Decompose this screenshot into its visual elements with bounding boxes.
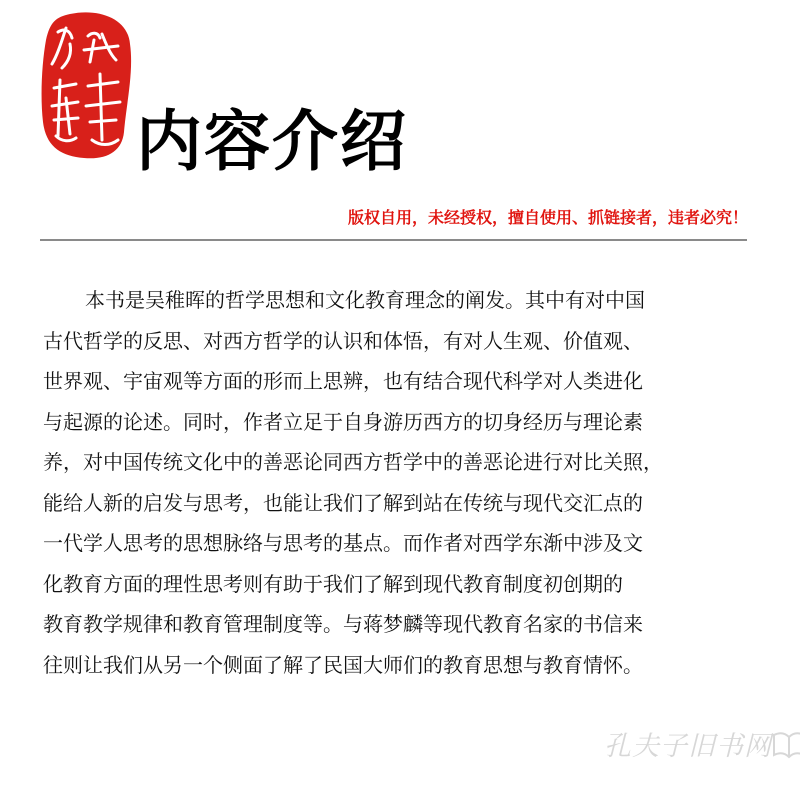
book-icon bbox=[772, 729, 800, 759]
copyright-notice: 版权自用，未经授权，擅自使用、抓链接者，违者必究！ bbox=[347, 208, 748, 227]
page-title: 内容介绍 bbox=[136, 102, 408, 180]
seal-stamp-icon bbox=[40, 10, 132, 160]
paragraph-line: 世界观、宇宙观等方面的形而上思辨，也有结合现代科学对人类进化 bbox=[43, 369, 643, 393]
paragraph-line: 一代学人思考的思想脉络与思考的基点。而作者对西学东渐中涉及文 bbox=[43, 531, 643, 555]
paragraph-line: 往则让我们从另一个侧面了解了民国大师们的教育思想与教育情怀。 bbox=[43, 652, 643, 677]
paragraph-line: 本书是吴稚晖的哲学思想和文化教育理念的阐发。其中有对中国 bbox=[85, 288, 645, 312]
seal-stamp-logo bbox=[40, 10, 132, 160]
paragraph-line: 与起源的论述。同时，作者立足于自身游历西方的切身经历与理论素 bbox=[43, 409, 643, 434]
paragraph-line: 教育教学规律和教育管理制度等。与蒋梦麟等现代教育名家的书信来 bbox=[43, 612, 643, 636]
paragraph-line: 化教育方面的理性思考则有助于我们了解到现代教育制度初创期的 bbox=[43, 571, 623, 596]
watermark-text: 孔夫子旧书网 bbox=[604, 731, 772, 762]
paragraph-line: 能给人新的启发与思考，也能让我们了解到站在传统与现代交汇点的 bbox=[43, 490, 643, 515]
paragraph-line: 养，对中国传统文化中的善恶论同西方哲学中的善恶论进行对比关照， bbox=[43, 450, 663, 474]
content-paragraph bbox=[43, 280, 755, 685]
site-watermark bbox=[604, 724, 800, 763]
header-divider bbox=[40, 239, 747, 241]
paragraph-line: 古代哲学的反思、对西方哲学的认识和体悟，有对人生观、价值观、 bbox=[43, 328, 643, 353]
